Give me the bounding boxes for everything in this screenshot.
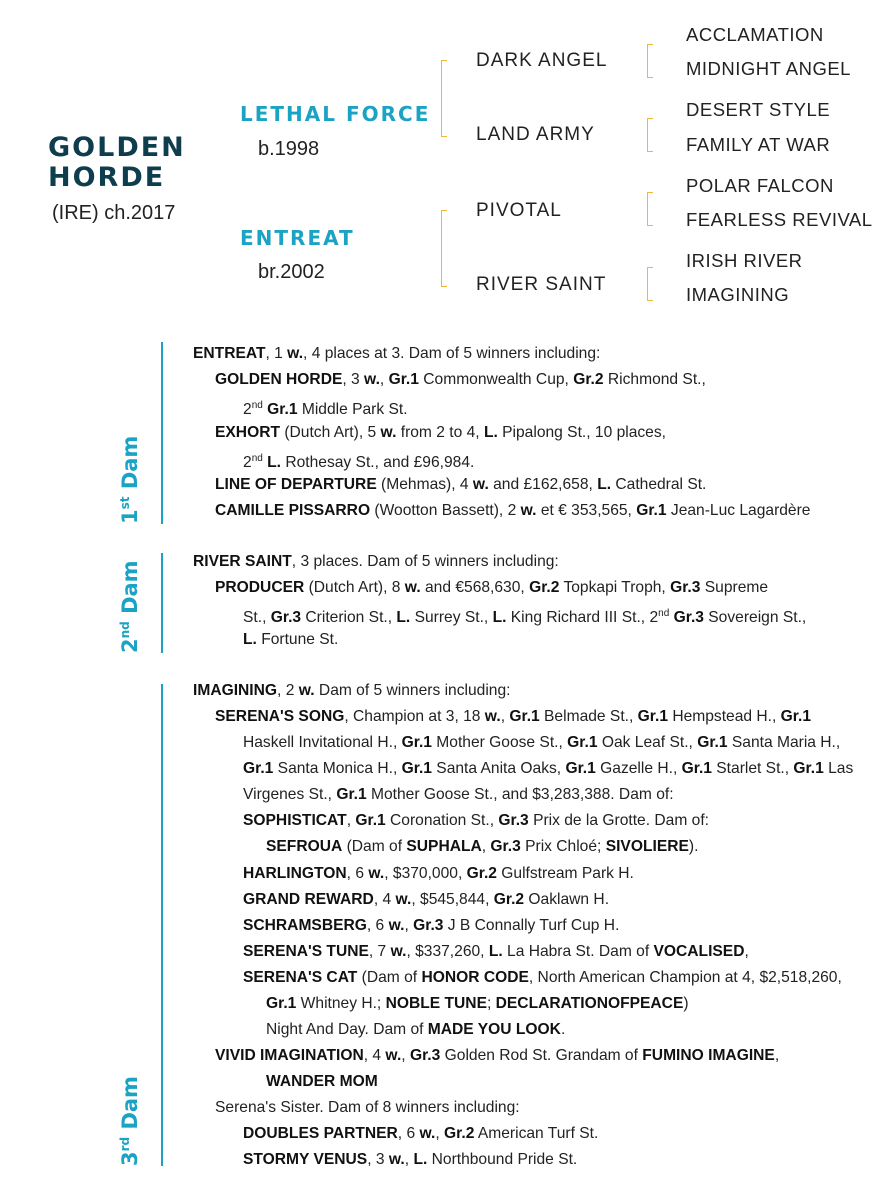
night-and-day-line: Night And Day. Dam of MADE YOU LOOK. — [266, 1021, 566, 1038]
grandparent-4: RIVER SAINT — [476, 274, 607, 295]
stormy-venus-line: STORMY VENUS, 3 w., L. Northbound Pride St. — [243, 1151, 578, 1168]
dam-details: br.2002 — [258, 261, 325, 283]
second-dam-bar — [161, 553, 163, 653]
exhort-line2: 2nd L. Rothesay St., and £96,984. — [243, 453, 475, 472]
third-dam-label: 3rd Dam — [118, 1076, 142, 1166]
river-saint-line: RIVER SAINT, 3 places. Dam of 5 winners including: — [193, 553, 559, 570]
bracket-gp4 — [647, 267, 653, 301]
great-grandparent-7: IRISH RIVER — [686, 250, 803, 271]
great-grandparent-3: DESERT STYLE — [686, 99, 831, 120]
bracket-gp2 — [647, 118, 653, 152]
first-dam-bar — [161, 342, 163, 524]
horse-details: (IRE) ch.2017 — [52, 202, 176, 224]
entreat-line: ENTREAT, 1 w., 4 places at 3. Dam of 5 winners including: — [193, 345, 601, 362]
imagining-line: IMAGINING, 2 w. Dam of 5 winners including: — [193, 682, 511, 699]
golden-horde-line2: 2nd Gr.1 Middle Park St. — [243, 400, 408, 419]
serenas-song-line2: Haskell Invitational H., Gr.1 Mother Goose St., Gr.1 Oak Leaf St., Gr.1 Santa Maria H., — [243, 734, 841, 751]
great-grandparent-1: ACCLAMATION — [686, 24, 824, 45]
grandparent-1: DARK ANGEL — [476, 50, 608, 71]
serenas-cat-line2: Gr.1 Whitney H.; NOBLE TUNE; DECLARATIONOFPEACE) — [266, 995, 689, 1012]
third-dam-bar — [161, 684, 163, 1166]
vivid-imagination-line2: WANDER MOM — [266, 1073, 378, 1090]
sire-details: b.1998 — [258, 138, 320, 160]
exhort-line: EXHORT (Dutch Art), 5 w. from 2 to 4, L. Pipalong St., 10 places, — [215, 424, 666, 441]
first-dam-label: 1st Dam — [118, 435, 142, 524]
sire-name: LETHAL FORCE — [240, 102, 431, 126]
sophisticat-line: SOPHISTICAT, Gr.1 Coronation St., Gr.3 Prix de la Grotte. Dam of: — [243, 812, 709, 829]
bracket-gp3 — [647, 192, 653, 226]
bracket-gp1 — [647, 44, 653, 78]
horse-name-line2: HORDE — [48, 162, 166, 193]
serenas-cat-line: SERENA'S CAT (Dam of HONOR CODE, North American Champion at 4, $2,518,260, — [243, 969, 842, 986]
bracket-sire — [441, 60, 447, 137]
serenas-song-line: SERENA'S SONG, Champion at 3, 18 w., Gr.1 Belmade St., Gr.1 Hempstead H., Gr.1 — [215, 708, 812, 725]
serenas-song-line4: Virgenes St., Gr.1 Mother Goose St., and $3,283,388. Dam of: — [243, 786, 674, 803]
second-dam-label: 2nd Dam — [118, 560, 142, 653]
great-grandparent-6: FEARLESS REVIVAL — [686, 209, 873, 230]
schramsberg-line: SCHRAMSBERG, 6 w., Gr.3 J B Connally Turf Cup H. — [243, 917, 620, 934]
serenas-sister-line: Serena's Sister. Dam of 8 winners including: — [215, 1099, 520, 1116]
doubles-partner-line: DOUBLES PARTNER, 6 w., Gr.2 American Turf St. — [243, 1125, 599, 1142]
great-grandparent-4: FAMILY AT WAR — [686, 134, 831, 155]
great-grandparent-8: IMAGINING — [686, 284, 790, 305]
harlington-line: HARLINGTON, 6 w., $370,000, Gr.2 Gulfstream Park H. — [243, 865, 634, 882]
vivid-imagination-line: VIVID IMAGINATION, 4 w., Gr.3 Golden Rod St. Grandam of FUMINO IMAGINE, — [215, 1047, 780, 1064]
producer-line3: L. Fortune St. — [243, 631, 339, 648]
producer-line: PRODUCER (Dutch Art), 8 w. and €568,630, Gr.2 Topkapi Troph, Gr.3 Supreme — [215, 579, 769, 596]
horse-name — [48, 133, 186, 193]
horse-name-line1: GOLDEN — [48, 132, 186, 163]
camille-pissarro-line: CAMILLE PISSARRO (Wootton Bassett), 2 w. et € 353,565, Gr.1 Jean-Luc Lagardère — [215, 502, 811, 519]
dam-name: ENTREAT — [240, 226, 355, 250]
grandparent-2: LAND ARMY — [476, 124, 595, 145]
great-grandparent-2: MIDNIGHT ANGEL — [686, 58, 851, 79]
producer-line2: St., Gr.3 Criterion St., L. Surrey St., L. King Richard III St., 2nd Gr.3 Sovereign St., — [243, 608, 807, 627]
golden-horde-line: GOLDEN HORDE, 3 w., Gr.1 Commonwealth Cup, Gr.2 Richmond St., — [215, 371, 706, 388]
serenas-song-line3: Gr.1 Santa Monica H., Gr.1 Santa Anita Oaks, Gr.1 Gazelle H., Gr.1 Starlet St., Gr.1 Las — [243, 760, 854, 777]
sefroua-line: SEFROUA (Dam of SUPHALA, Gr.3 Prix Chloé; SIVOLIERE). — [266, 838, 699, 855]
grandparent-3: PIVOTAL — [476, 200, 562, 221]
great-grandparent-5: POLAR FALCON — [686, 175, 834, 196]
bracket-dam — [441, 210, 447, 287]
serenas-tune-line: SERENA'S TUNE, 7 w., $337,260, L. La Habra St. Dam of VOCALISED, — [243, 943, 749, 960]
line-of-departure-line: LINE OF DEPARTURE (Mehmas), 4 w. and £162,658, L. Cathedral St. — [215, 476, 707, 493]
grand-reward-line: GRAND REWARD, 4 w., $545,844, Gr.2 Oaklawn H. — [243, 891, 610, 908]
